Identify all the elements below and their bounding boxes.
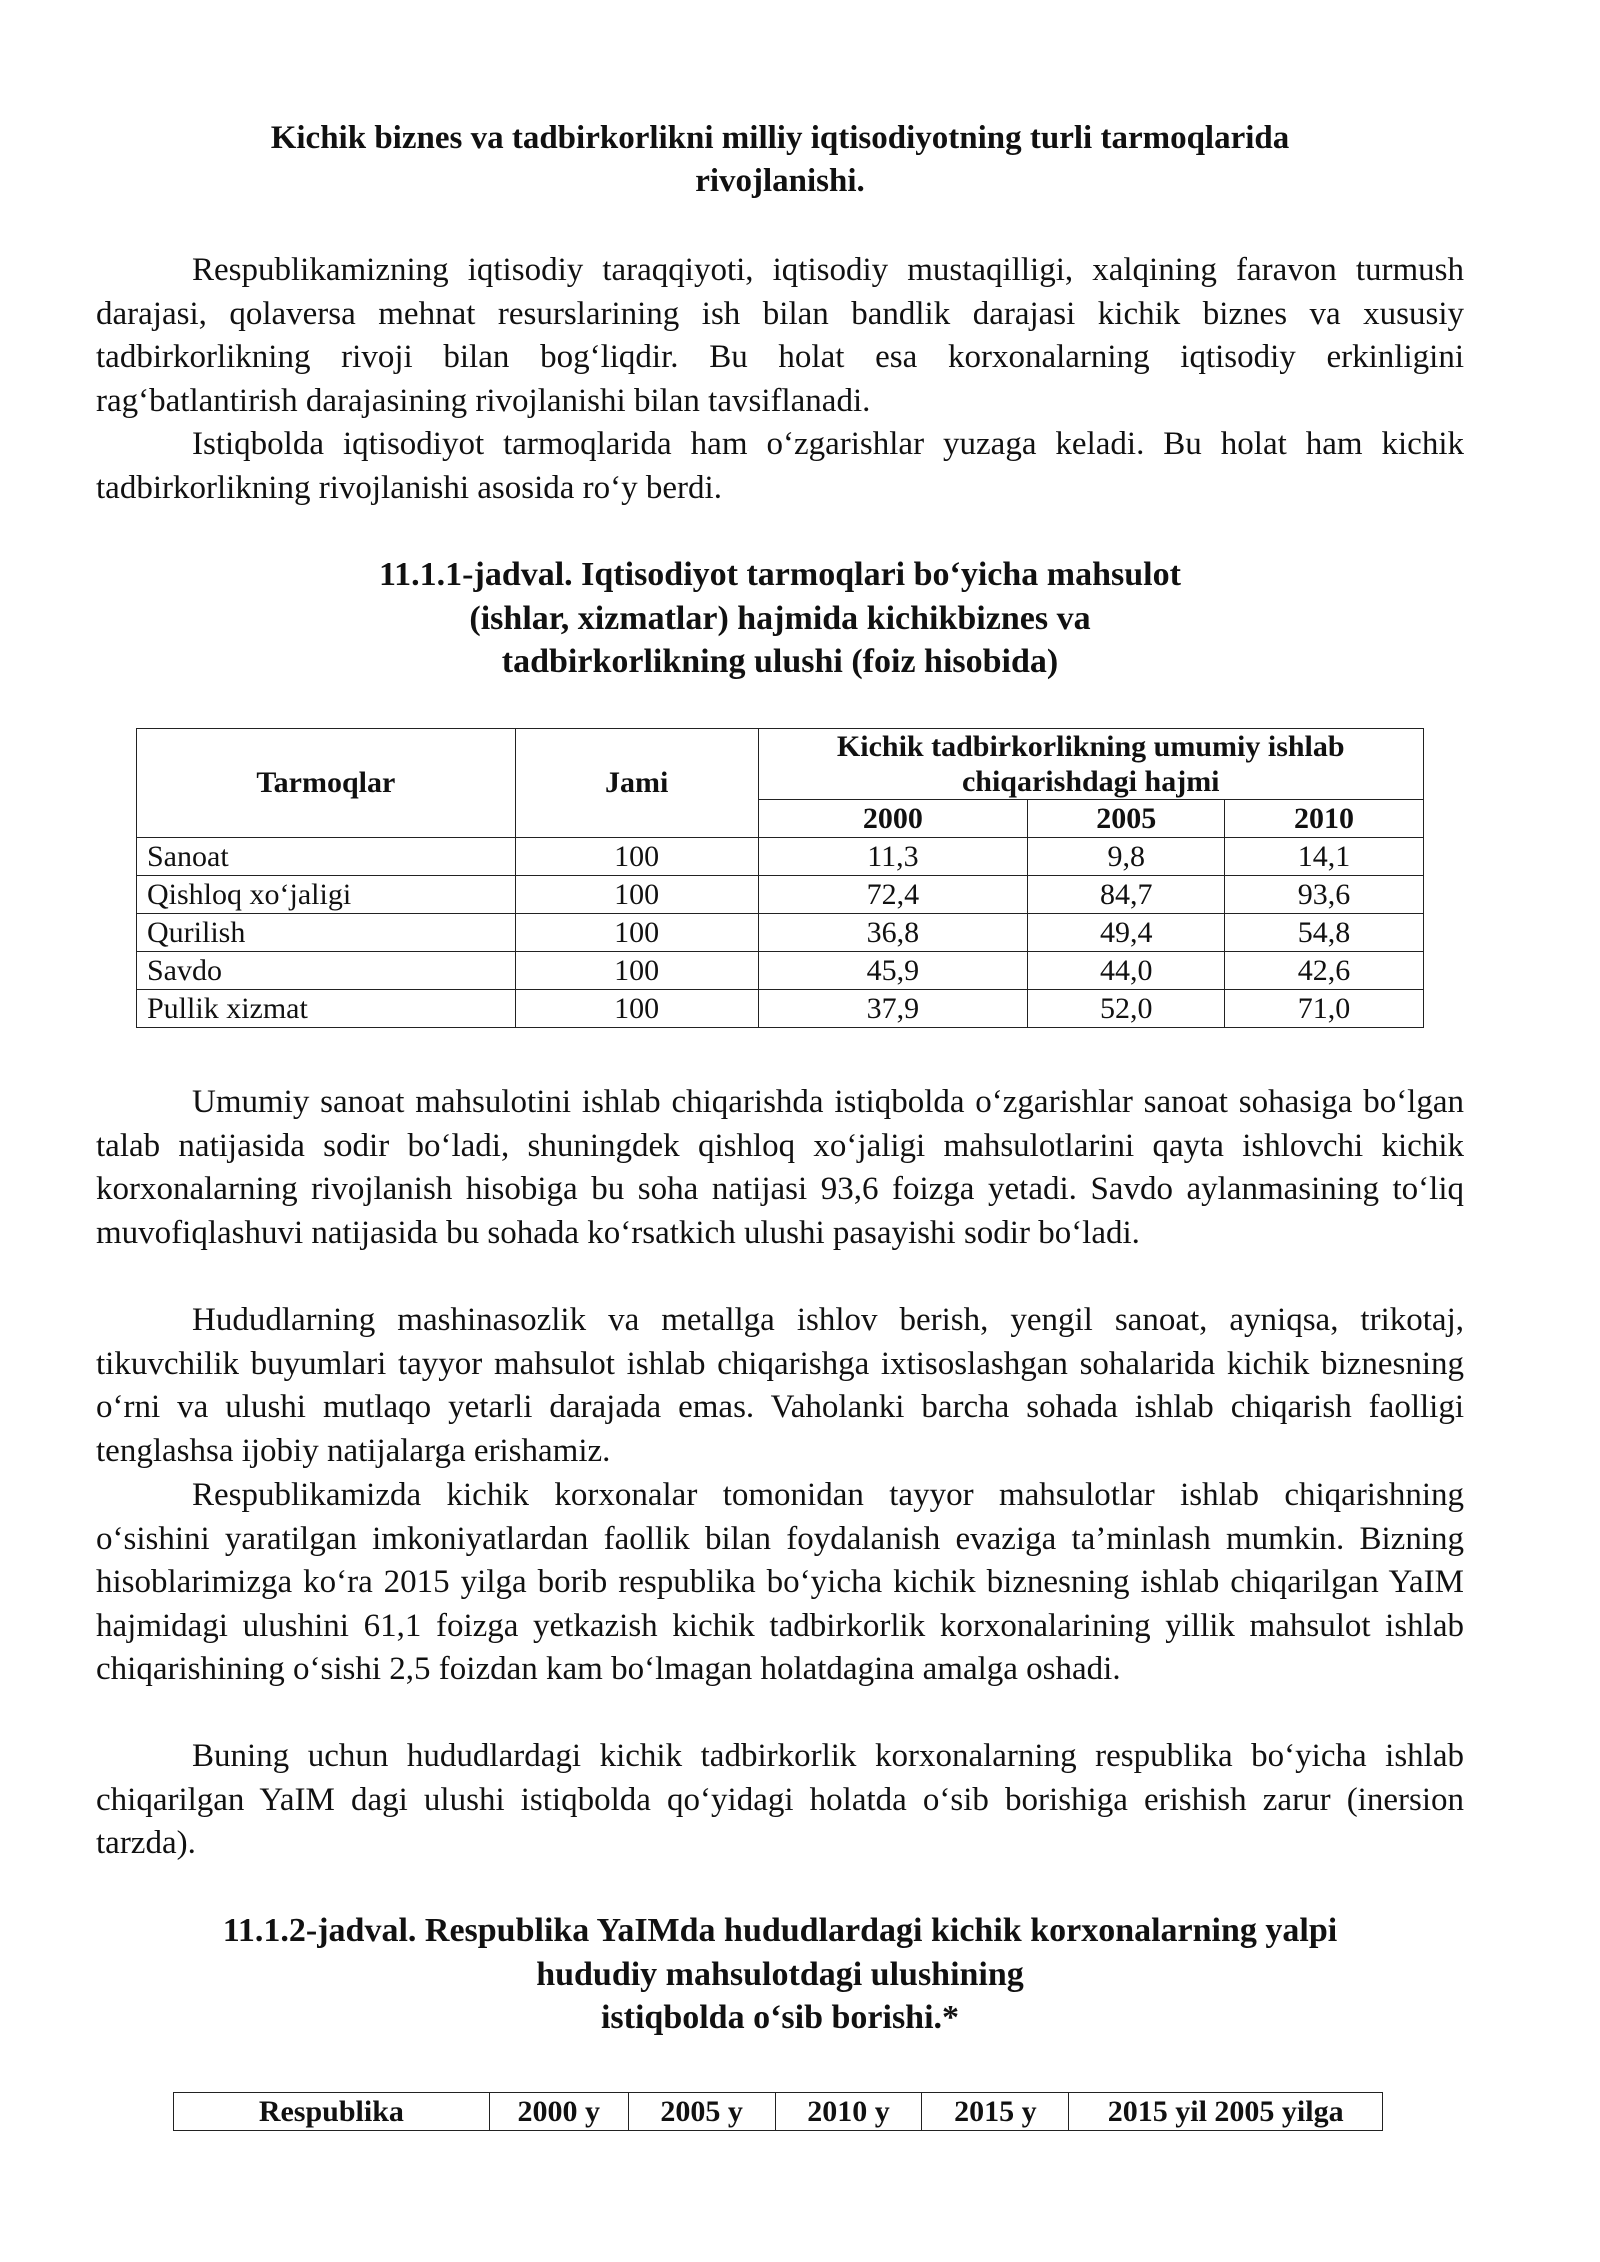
intro-paragraph-1: Respublikamizning iqtisodiy taraqqiyoti, iqtisodiy mustaqilligi, xalqining faravon turmush darajasi, qolaversa mehnat resurslarining ish bilan bandlik darajasi kichik biznes va xususiy tadbirkorlikning rivoji bilan bog‘liqdir. Bu holat esa korxonalarning iqtisodiy erkinligini rag‘batlantirish darajasining rivojlanishi bilan tavsiflanadi. xyxy=(96,252,1464,419)
section-title-line-1: Kichik biznes va tadbirkorlikni milliy iqtisodiyotning turli tarmoqlarida xyxy=(270,120,1290,156)
regional-share-table xyxy=(173,2092,1383,2131)
table1-caption-line-3: tadbirkorlikning ulushi (foiz hisobida) xyxy=(501,643,1059,680)
table2-caption-line-3: istiqbolda o‘sib borishi.* xyxy=(600,1999,960,2036)
cell-sector: Qishloq xo‘jaligi xyxy=(137,876,516,914)
cell-2000: 11,3 xyxy=(758,838,1028,876)
cell-2000: 45,9 xyxy=(758,952,1028,990)
cell-2010: 71,0 xyxy=(1225,990,1424,1028)
header-year-2000: 2000 xyxy=(758,800,1028,838)
table-row xyxy=(137,838,1424,876)
header-total: Jami xyxy=(515,729,758,838)
cell-2005: 49,4 xyxy=(1028,914,1225,952)
table2-caption-line-2: hududiy mahsulotdagi ulushining xyxy=(536,1955,1024,1993)
cell-2000: 72,4 xyxy=(758,876,1028,914)
table-row xyxy=(137,990,1424,1028)
header-2000: 2000 y xyxy=(489,2093,628,2131)
header-republic: Respublika xyxy=(174,2093,490,2131)
cell-total: 100 xyxy=(515,990,758,1028)
cell-total: 100 xyxy=(515,952,758,990)
cell-sector: Qurilish xyxy=(137,914,516,952)
cell-2005: 9,8 xyxy=(1028,838,1225,876)
header-year-2005: 2005 xyxy=(1028,800,1225,838)
header-2015-vs-2005: 2015 yil 2005 yilga xyxy=(1069,2093,1383,2131)
cell-2010: 42,6 xyxy=(1225,952,1424,990)
table-row xyxy=(137,876,1424,914)
table2-caption xyxy=(96,1909,1464,2040)
cell-total: 100 xyxy=(515,838,758,876)
body-paragraph-4: Hududlarning mashinasozlik va metallga ishlov berish, yengil sanoat, ayniqsa, trikotaj, tikuvchilik buyumlari tayyor mahsulot ishlab chiqarishga ixtisoslashgan sohalarida kichik biznesning o‘rni va ulushi mutlaqo yetarli darajada emas. Vaholanki barcha sohada ishlab chiqarish faolligi tenglashsa ijobiy natijalarga erishamiz. xyxy=(96,1302,1464,1469)
table-row xyxy=(137,914,1424,952)
table1-caption-line-2: (ishlar, xizmatlar) hajmida kichikbiznes va xyxy=(469,599,1091,637)
header-2010: 2010 y xyxy=(775,2093,922,2131)
header-sector: Tarmoqlar xyxy=(137,729,516,838)
section-title-line-2: rivojlanishi. xyxy=(695,163,865,199)
header-2015: 2015 y xyxy=(922,2093,1069,2131)
cell-2000: 36,8 xyxy=(758,914,1028,952)
cell-sector: Sanoat xyxy=(137,838,516,876)
cell-2010: 93,6 xyxy=(1225,876,1424,914)
cell-2010: 14,1 xyxy=(1225,838,1424,876)
table1-caption-line-1: 11.1.1-jadval. Iqtisodiyot tarmoqlari bo‘yicha mahsulot xyxy=(379,556,1181,593)
cell-2000: 37,9 xyxy=(758,990,1028,1028)
table1-caption xyxy=(96,553,1464,684)
header-year-2010: 2010 xyxy=(1225,800,1424,838)
body-paragraph-5: Respublikamizda kichik korxonalar tomonidan tayyor mahsulotlar ishlab chiqarishning o‘sishini yaratilgan imkoniyatlardan faollik bilan foydalanish evaziga ta’minlash mumkin. Bizning hisoblarimizga ko‘ra 2015 yilga borib respublika bo‘yicha kichik biznesning ishlab chiqarilgan YaIM hajmidagi ulushini 61,1 foizga yetkazish kichik tadbirkorlik korxonalarining yillik mahsulot ishlab chiqarishining o‘sishi 2,5 foizdan kam bo‘lmagan holatdagina amalga oshadi. xyxy=(96,1477,1464,1687)
body-paragraph-3: Umumiy sanoat mahsulotini ishlab chiqarishda istiqbolda o‘zgarishlar sanoat sohasiga bo‘lgan talab natijasida sodir bo‘ladi, shuningdek qishloq xo‘jaligi mahsulotlarini qayta ishlovchi kichik korxonalarning rivojlanish hisobiga bu soha natijasi 93,6 foizga yetadi. Savdo aylanmasining to‘liq muvofiqlashuvi natijasida bu sohada ko‘rsatkich ulushi pasayishi sodir bo‘ladi. xyxy=(96,1084,1464,1251)
body-paragraph-6: Buning uchun hududlardagi kichik tadbirkorlik korxonalarning respublika bo‘yicha ishlab chiqarilgan YaIM dagi ulushi istiqbolda qo‘yidagi holatda o‘sib borishiga erishish zarur (inersion tarzda). xyxy=(96,1738,1464,1861)
cell-2005: 84,7 xyxy=(1028,876,1225,914)
cell-sector: Pullik xizmat xyxy=(137,990,516,1028)
cell-total: 100 xyxy=(515,914,758,952)
intro-paragraph-2: Istiqbolda iqtisodiyot tarmoqlarida ham o‘zgarishlar yuzaga keladi. Bu holat ham kichik tadbirkorlikning rivojlanishi asosida ro‘y berdi. xyxy=(96,426,1464,506)
section-title xyxy=(96,117,1464,203)
header-small-business-share: Kichik tadbirkorlikning umumiy ishlab chiqarishdagi hajmi xyxy=(758,729,1423,800)
sector-share-table xyxy=(136,728,1424,1028)
cell-2005: 44,0 xyxy=(1028,952,1225,990)
cell-sector: Savdo xyxy=(137,952,516,990)
table2-caption-line-1: 11.1.2-jadval. Respublika YaIMda hududlardagi kichik korxonalarning yalpi xyxy=(222,1912,1338,1949)
header-2005: 2005 y xyxy=(628,2093,775,2131)
cell-2005: 52,0 xyxy=(1028,990,1225,1028)
table-row xyxy=(137,952,1424,990)
cell-2010: 54,8 xyxy=(1225,914,1424,952)
cell-total: 100 xyxy=(515,876,758,914)
